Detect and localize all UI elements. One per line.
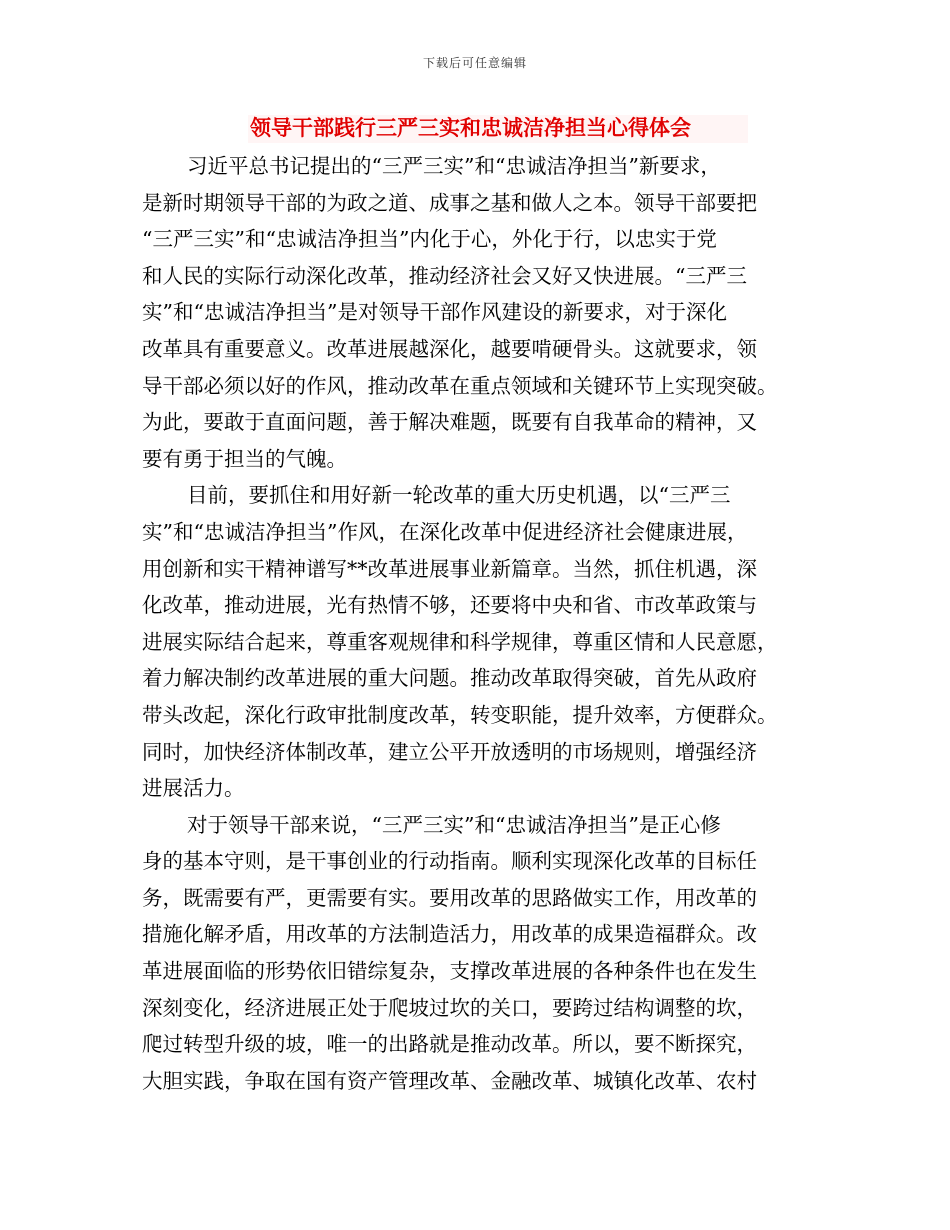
paragraph-line: 革进展面临的形势依旧错综复杂，支撑改革进展的各种条件也在发生 [142, 959, 757, 984]
paragraph-line: “三严三实”和“忠诚洁净担当”内化于心，外化于行，以忠实于党 [142, 227, 717, 252]
paragraph-1 [142, 148, 807, 477]
paragraph-line: 导干部必须以好的作风，推动改革在重点领域和关键环节上实现突破。 [142, 373, 778, 398]
paragraph-line: 要有勇于担当的气魄。 [142, 446, 347, 471]
paragraph-line: 为此，要敢于直面问题，善于解决难题，既要有自我革命的精神，又 [142, 410, 757, 435]
paragraph-line: 着力解决制约改革进展的重大问题。推动改革取得突破，首先从政府 [142, 666, 757, 691]
paragraph-2 [142, 477, 807, 806]
paragraph-line: 和人民的实际行动深化改革，推动经济社会又好又快进展。“三严三 [142, 263, 747, 288]
paragraph-line: 大胆实践，争取在国有资产管理改革、金融改革、城镇化改革、农村 [142, 1068, 757, 1093]
paragraph-line: 是新时期领导干部的为政之道、成事之基和做人之本。领导干部要把 [142, 190, 757, 215]
paragraph-line: 爬过转型升级的坡，唯一的出路就是推动改革。所以，要不断探究， [142, 1032, 757, 1057]
paragraph-line: 带头改起，深化行政审批制度改革，转变职能，提升效率，方便群众。 [142, 702, 778, 727]
paragraph-line: 习近平总书记提出的“三严三实”和“忠诚洁净担当”新要求， [187, 154, 721, 178]
paragraph-line: 改革具有重要意义。改革进展越深化，越要啃硬骨头。这就要求，领 [142, 336, 757, 361]
paragraph-line: 实”和“忠诚洁净担当”是对领导干部作风建设的新要求，对于深化 [142, 300, 727, 325]
paragraph-line: 进展活力。 [142, 776, 245, 801]
document-body [142, 148, 807, 1099]
paragraph-line: 同时，加快经济体制改革，建立公平开放透明的市场规则，增强经济 [142, 739, 757, 764]
paragraph-line: 对于领导干部来说，“三严三实”和“忠诚洁净担当”是正心修 [187, 812, 721, 837]
paragraph-line: 措施化解矛盾，用改革的方法制造活力，用改革的成果造福群众。改 [142, 922, 757, 947]
paragraph-line: 目前，要抓住和用好新一轮改革的重大历史机遇，以“三严三 [187, 483, 731, 508]
paragraph-line: 用创新和实干精神谱写**改革进展事业新篇章。当然，抓住机遇，深 [142, 556, 757, 581]
paragraph-line: 实”和“忠诚洁净担当”作风，在深化改革中促进经济社会健康进展， [142, 519, 748, 544]
paragraph-line: 进展实际结合起来，尊重客观规律和科学规律，尊重区情和人民意愿， [142, 629, 778, 654]
paragraph-line: 化改革，推动进展，光有热情不够，还要将中央和省、市改革政策与 [142, 593, 757, 618]
paragraph-3 [142, 807, 807, 1100]
document-title: 领导干部践行三严三实和忠诚洁净担当心得体会 [250, 115, 691, 140]
paragraph-line: 务，既需要有严，更需要有实。要用改革的思路做实工作，用改革的 [142, 885, 757, 910]
paragraph-line: 深刻变化，经济进展正处于爬坡过坎的关口，要跨过结构调整的坎， [142, 995, 757, 1020]
header-note: 下载后可任意编辑 [422, 56, 527, 70]
paragraph-line: 身的基本守则，是干事创业的行动指南。顺利实现深化改革的目标任 [142, 849, 757, 874]
